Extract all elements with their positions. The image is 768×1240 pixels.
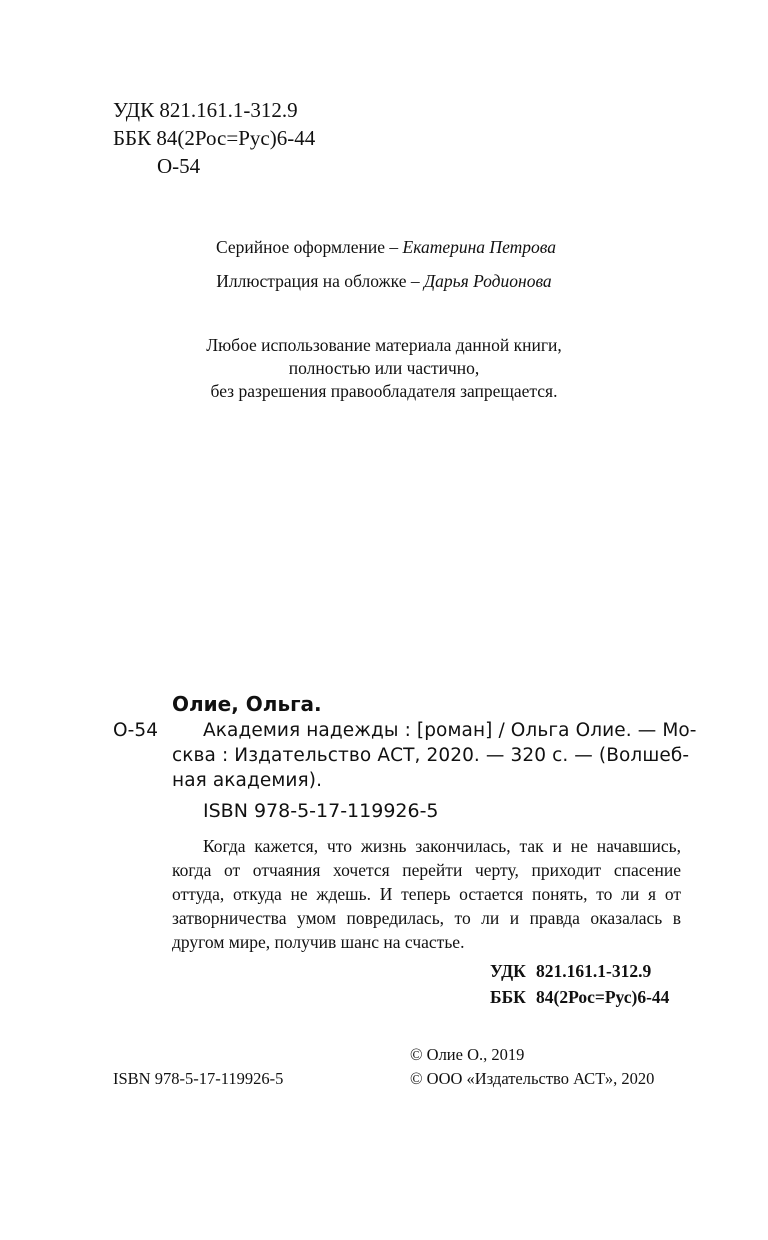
copyright-publisher: © ООО «Издательство АСТ», 2020	[410, 1069, 655, 1088]
bib-author-sign: О-54	[113, 720, 159, 741]
series-design-name: Екатерина Петрова	[402, 237, 556, 257]
annotation-line-3: оттуда, откуда не ждешь. И теперь остается понять, то ли я от	[172, 884, 681, 904]
series-design-label: Серийное оформление –	[216, 237, 403, 257]
author-sign: О-54	[157, 154, 201, 178]
footer-udk-value: 821.161.1-312.9	[536, 961, 652, 981]
bib-description-line-1: Академия надежды : [роман] / Ольга Олие. — Мо-	[203, 720, 697, 741]
copyright-notice-line-3: без разрешения правообладателя запрещается.	[210, 381, 558, 401]
cover-illustration-name: Дарья Родионова	[423, 271, 552, 291]
bbk-code: ББК 84(2Рос=Рус)6-44	[113, 126, 316, 150]
annotation-line-2: когда от отчаяния хочется перейти черту, приходит спасение	[172, 860, 681, 880]
bib-description-line-3: ная академия).	[172, 770, 323, 791]
footer-bbk-label: ББК	[490, 987, 526, 1007]
copyright-notice-line-1: Любое использование материала данной книги,	[206, 335, 562, 355]
series-design-credit	[0, 236, 768, 258]
annotation-line-1: Когда кажется, что жизнь закончилась, так и не начавшись,	[203, 836, 681, 856]
copyright-notice-line-2: полностью или частично,	[288, 358, 480, 378]
footer-isbn: ISBN 978-5-17-119926-5	[113, 1069, 284, 1088]
udk-code: УДК 821.161.1-312.9	[113, 98, 298, 122]
footer-udk-label: УДК	[490, 961, 526, 981]
annotation-line-4: затворничества умом повредилась, то ли и правда оказалась в	[172, 908, 681, 928]
bib-author: Олие, Ольга.	[172, 692, 322, 716]
copyright-author: © Олие О., 2019	[410, 1045, 525, 1064]
footer-bbk-value: 84(2Рос=Рус)6-44	[536, 987, 670, 1007]
bib-isbn: ISBN 978-5-17-119926-5	[203, 800, 439, 822]
cover-illustration-credit	[0, 270, 768, 292]
cover-illustration-label: Иллюстрация на обложке –	[216, 271, 424, 291]
annotation-line-5: другом мире, получив шанс на счастье.	[172, 932, 465, 952]
bib-description-line-2: сква : Издательство АСТ, 2020. — 320 с. — (Волшеб-	[172, 745, 690, 766]
